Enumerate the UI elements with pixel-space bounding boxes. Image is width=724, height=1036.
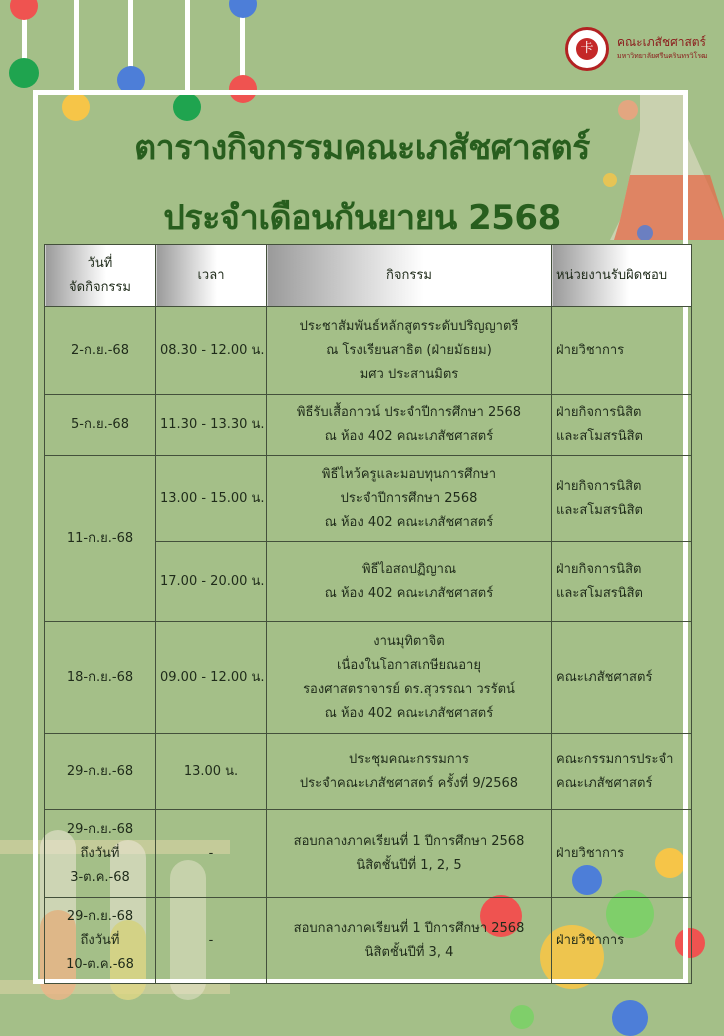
cell-date: 5-ก.ย.-68 — [45, 395, 156, 456]
cell-responsible: ฝ่ายกิจการนิสิต และสโมสรนิสิต — [552, 456, 692, 542]
cell-date: 29-ก.ย.-68 — [45, 734, 156, 810]
cell-responsible: ฝ่ายวิชาการ — [552, 898, 692, 984]
cell-responsible: คณะกรรมการประจำ คณะเภสัชศาสตร์ — [552, 734, 692, 810]
cell-time: 08.30 - 12.00 น. — [156, 307, 267, 395]
cell-date: 29-ก.ย.-68 ถึงวันที่ 3-ต.ค.-68 — [45, 810, 156, 898]
cell-activity: พิธีไอสถปฏิญาณ ณ ห้อง 402 คณะเภสัชศาสตร์ — [267, 542, 552, 622]
cell-time: - — [156, 898, 267, 984]
cell-time: - — [156, 810, 267, 898]
logo-seal-icon: 卡 — [565, 27, 609, 71]
faculty-logo — [565, 27, 715, 73]
cell-activity: งานมุทิตาจิต เนื่องในโอกาสเกษียณอายุ รองศาสตราจารย์ ดร.สุวรรณา วรรัตน์ ณ ห้อง 402 คณะเภสัชศาสตร์ — [267, 622, 552, 734]
logo-name: คณะเภสัชศาสตร์ — [617, 35, 707, 49]
table-row — [45, 395, 692, 456]
cell-time: 13.00 - 15.00 น. — [156, 456, 267, 542]
cell-responsible: ฝ่ายกิจการนิสิต และสโมสรนิสิต — [552, 395, 692, 456]
cell-activity: ประชาสัมพันธ์หลักสูตรระดับปริญญาตรี ณ โรงเรียนสาธิต (ฝ่ายมัธยม) มศว ประสานมิตร — [267, 307, 552, 395]
cell-date: 29-ก.ย.-68 ถึงวันที่ 10-ต.ค.-68 — [45, 898, 156, 984]
cell-activity: สอบกลางภาคเรียนที่ 1 ปีการศึกษา 2568 นิสิตชั้นปีที่ 3, 4 — [267, 898, 552, 984]
cell-time: 17.00 - 20.00 น. — [156, 542, 267, 622]
decor-dot-green — [510, 1005, 534, 1029]
decor-dot-red — [10, 0, 38, 20]
cell-date: 18-ก.ย.-68 — [45, 622, 156, 734]
table-row — [45, 307, 692, 395]
cell-activity: พิธีไหว้ครูและมอบทุนการศึกษา ประจำปีการศึกษา 2568 ณ ห้อง 402 คณะเภสัชศาสตร์ — [267, 456, 552, 542]
logo-subtitle: มหาวิทยาลัยศรีนครินทรวิโรฒ — [617, 52, 708, 60]
cell-activity: ประชุมคณะกรรมการ ประจำคณะเภสัชศาสตร์ ครั้งที่ 9/2568 — [267, 734, 552, 810]
header-time: เวลา — [156, 245, 267, 307]
cell-activity: สอบกลางภาคเรียนที่ 1 ปีการศึกษา 2568 นิสิตชั้นปีที่ 1, 2, 5 — [267, 810, 552, 898]
decor-dot-green — [9, 58, 39, 88]
table-header-row — [45, 245, 692, 307]
page-title: ตารางกิจกรรมคณะเภสัชศาสตร์ — [134, 128, 590, 168]
cell-responsible: ฝ่ายวิชาการ — [552, 307, 692, 395]
schedule-table — [44, 244, 692, 984]
header-date: วันที่ จัดกิจกรรม — [45, 245, 156, 307]
table-row — [45, 810, 692, 898]
cell-date: 2-ก.ย.-68 — [45, 307, 156, 395]
table-row — [45, 622, 692, 734]
table-row — [45, 898, 692, 984]
header-responsible: หน่วยงานรับผิดชอบ — [552, 245, 692, 307]
cell-responsible: ฝ่ายวิชาการ — [552, 810, 692, 898]
table-row — [45, 456, 692, 542]
table-row — [45, 734, 692, 810]
cell-time: 09.00 - 12.00 น. — [156, 622, 267, 734]
cell-time: 13.00 น. — [156, 734, 267, 810]
page-subtitle: ประจำเดือนกันยายน 2568 — [163, 198, 561, 238]
cell-responsible: ฝ่ายกิจการนิสิต และสโมสรนิสิต — [552, 542, 692, 622]
cell-responsible: คณะเภสัชศาสตร์ — [552, 622, 692, 734]
decor-dot-blue — [612, 1000, 648, 1036]
cell-activity: พิธีรับเสื้อกาวน์ ประจำปีการศึกษา 2568 ณ ห้อง 402 คณะเภสัชศาสตร์ — [267, 395, 552, 456]
decor-dot-blue — [229, 0, 257, 18]
cell-date: 11-ก.ย.-68 — [45, 456, 156, 622]
header-activity: กิจกรรม — [267, 245, 552, 307]
cell-time: 11.30 - 13.30 น. — [156, 395, 267, 456]
